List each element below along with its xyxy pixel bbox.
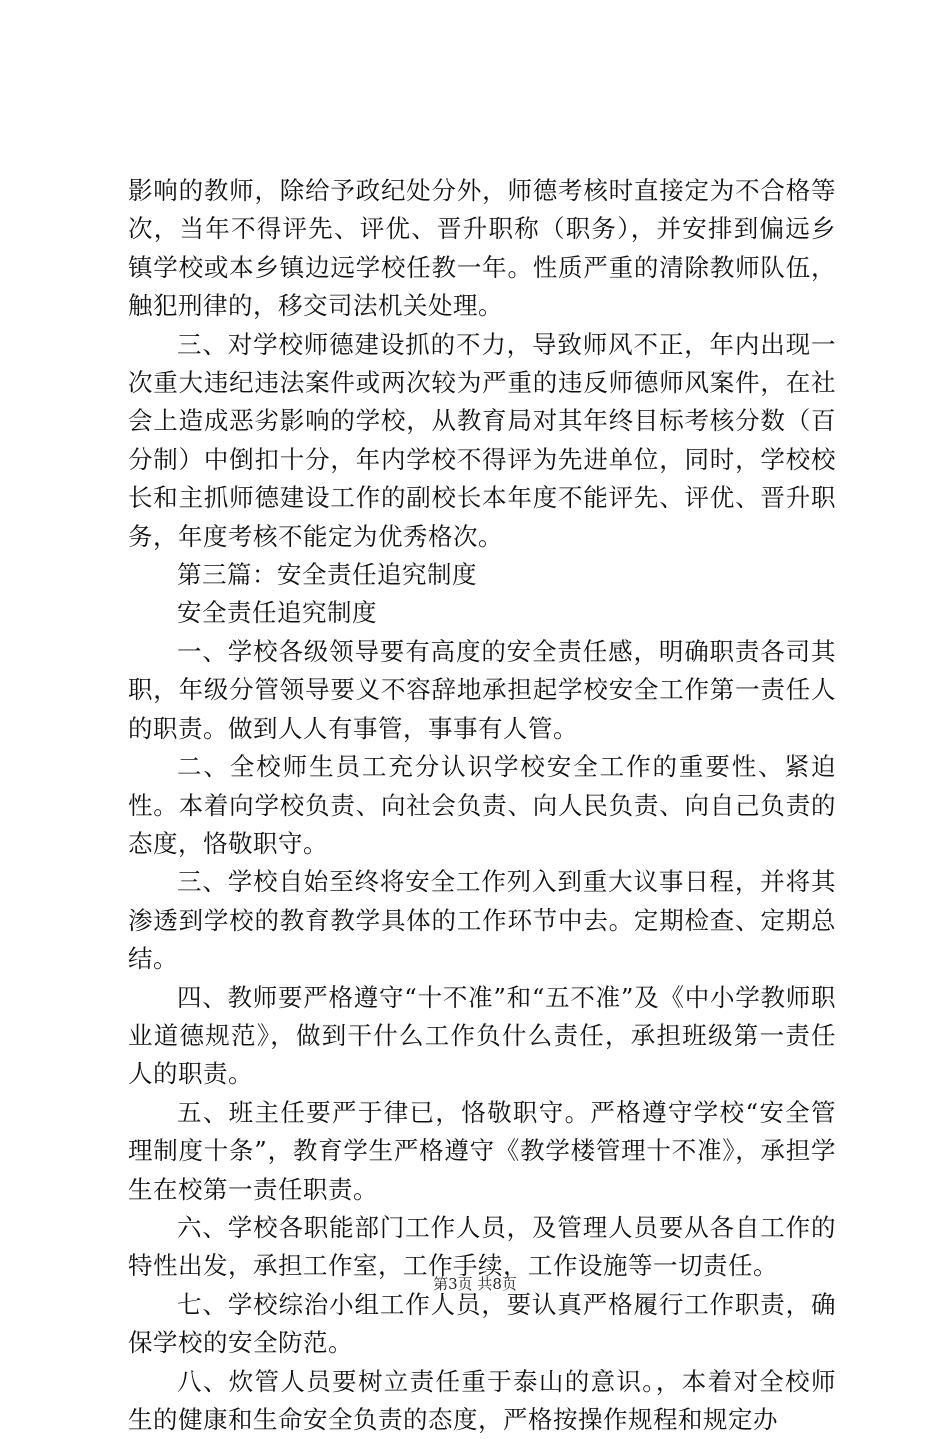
paragraph-clause-1: 一、学校各级领导要有高度的安全责任感，明确职责各司其职，年级分管领导要义不容辞地承担起学校安全工作第一责任人的职责。做到人人有事管，事事有人管。 <box>128 636 836 743</box>
paragraph-clause-3: 三、学校自始至终将安全工作列入到重大议事日程，并将其渗透到学校的教育教学具体的工作环节中去。定期检查、定期总结。 <box>128 867 836 974</box>
paragraph-clause-4: 四、教师要严格遵守“十不准”和“五不准”及《中小学教师职业道德规范》，做到干什么工作负什么责任，承担班级第一责任人的职责。 <box>128 982 836 1089</box>
paragraph-clause-2: 二、全校师生员工充分认识学校安全工作的重要性、紧迫性。本着向学校负责、向社会负责、向人民负责、向自己负责的态度，恪敬职守。 <box>128 752 836 858</box>
page-number-footer: 第3页 共8页 <box>433 1275 517 1293</box>
section-heading: 第三篇：安全责任追究制度 <box>177 560 477 590</box>
paragraph-clause-3-teacher-ethics: 三、对学校师德建设抓的不力，导致师风不正，年内出现一次重大违纪违法案件或两次较为严重的违反师德师风案件，在社会上造成恶劣影响的学校，从教育局对其年终目标考核分数（百分制）中倒扣十分，年内学校不得评为先进单位，同时，学校校长和主抓师德建设工作的副校长本年度不能评先、评优、晋升职务，年度考核不能定为优秀格次。 <box>128 329 836 551</box>
paragraph-clause-5: 五、班主任要严于律已，恪敬职守。严格遵守学校“安全管理制度十条”，教育学生严格遵守《教学楼管理十不准》，承担学生在校第一责任职责。 <box>128 1097 836 1204</box>
document-subtitle: 安全责任追究制度 <box>177 598 377 628</box>
paragraph-clause-6: 六、学校各职能部门工作人员，及管理人员要从各自工作的特性出发，承担工作室，工作手续，工作设施等一切责任。 <box>128 1212 836 1281</box>
paragraph-clause-7: 七、学校综治小组工作人员，要认真严格履行工作职责，确保学校的安全防范。 <box>128 1289 836 1358</box>
paragraph-continuation: 影响的教师，除给予政纪处分外，师德考核时直接定为不合格等次，当年不得评先、评优、晋升职称（职务），并安排到偏远乡镇学校或本乡镇边远学校任教一年。性质严重的清除教师队伍，触犯刑律的，移交司法机关处理。 <box>128 176 836 321</box>
paragraph-clause-8: 八、炊管人员要树立责任重于泰山的意识。，本着对全校师生的健康和生命安全负责的态度，严格按操作规程和规定办 <box>128 1366 836 1434</box>
document-body <box>128 172 836 1439</box>
